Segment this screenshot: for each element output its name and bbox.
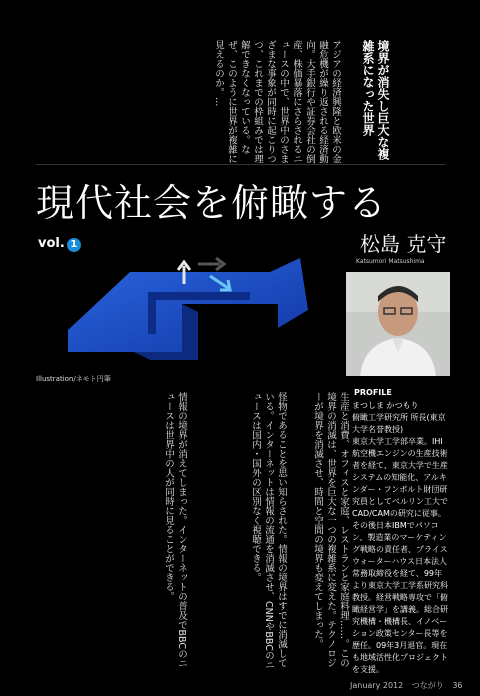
volume-prefix: vol. bbox=[38, 236, 65, 251]
page-footer bbox=[350, 680, 469, 691]
body-text-column-3: 情報の境界が消えてしまった。インターネットの普及でBBCのニュースは世界中の人が同時に見ることができる。 bbox=[163, 392, 187, 669]
footer-page-number: 36 bbox=[452, 681, 463, 690]
section-headline: 境界が消失し巨大な複雑系になった世界 bbox=[361, 40, 390, 160]
divider bbox=[36, 164, 446, 165]
profile-title: 俯瞰工学研究所 所長(東京大学名誉教授) bbox=[352, 413, 446, 434]
profile-box bbox=[352, 400, 450, 674]
body-text-column-2: 怪物であることを思い知らされた。情報の境界はすでに消滅している。インターネットは情報の流通を消滅させ、CNNやBBCのニュースは国内・国外の区別なく視聴できる。 bbox=[250, 392, 287, 670]
volume-label bbox=[38, 236, 81, 252]
volume-number: 1 bbox=[67, 238, 81, 252]
intro-body-text: アジアの経済興隆と欧米の金融危機が繰り返される経済動向。大手銀行や証券会社の倒産、株価暴落にさらされるニュースの中で、世界中のさまざまな事象が同時に起こりつつ、これまでの枠組みでは理解できなくなっている。なぜ、このように世界が複雑に見えるのか。… bbox=[213, 40, 341, 164]
arrow-illustration bbox=[60, 252, 310, 372]
illustration-credit: Illustration/ネモト円筆 bbox=[36, 375, 111, 383]
author-name: 松島 克守 bbox=[360, 232, 447, 256]
body-text-column-1: 生産と消費、オフィスと家庭、レストランと家庭料理……。この境界の消滅は、世界を巨大な一つの複雑系に変えた。テクノロジーが境界を消滅させ、時間と空間の境界も変えてしまった。 bbox=[312, 392, 349, 668]
profile-label: PROFILE bbox=[354, 388, 392, 397]
footer-magazine: つながり bbox=[411, 681, 444, 690]
author-photo bbox=[346, 272, 450, 376]
footer-date: January 2012 bbox=[350, 681, 404, 690]
author-roman-name: Katsumori Matsushima bbox=[356, 258, 425, 265]
article-title: 現代社会を俯瞰する bbox=[36, 181, 388, 225]
profile-name-kana: まつしま かつもり bbox=[352, 401, 419, 410]
profile-body: 東京大学工学部卒業。IHI航空機エンジンの生産技術者を経て、東京大学で生産システムの知能化、アルキンダー・フンボルト財団研究員としてベルリン工大でCAD/CAMの研究に従事。その後日本IBMでパソコン、製造業のマーケティング戦略の責任者、プライスウォーターハウス日本法人常務取締役を経て、99年より東京大学工学系研究科教授。経営戦略専攻で「俯瞰経営学」を講義。総合研究機構・機構長、イノベーション政策センター長等を歴任。09年3月退官。現在も地域活性化プロジェクトを支援。 bbox=[352, 437, 448, 674]
